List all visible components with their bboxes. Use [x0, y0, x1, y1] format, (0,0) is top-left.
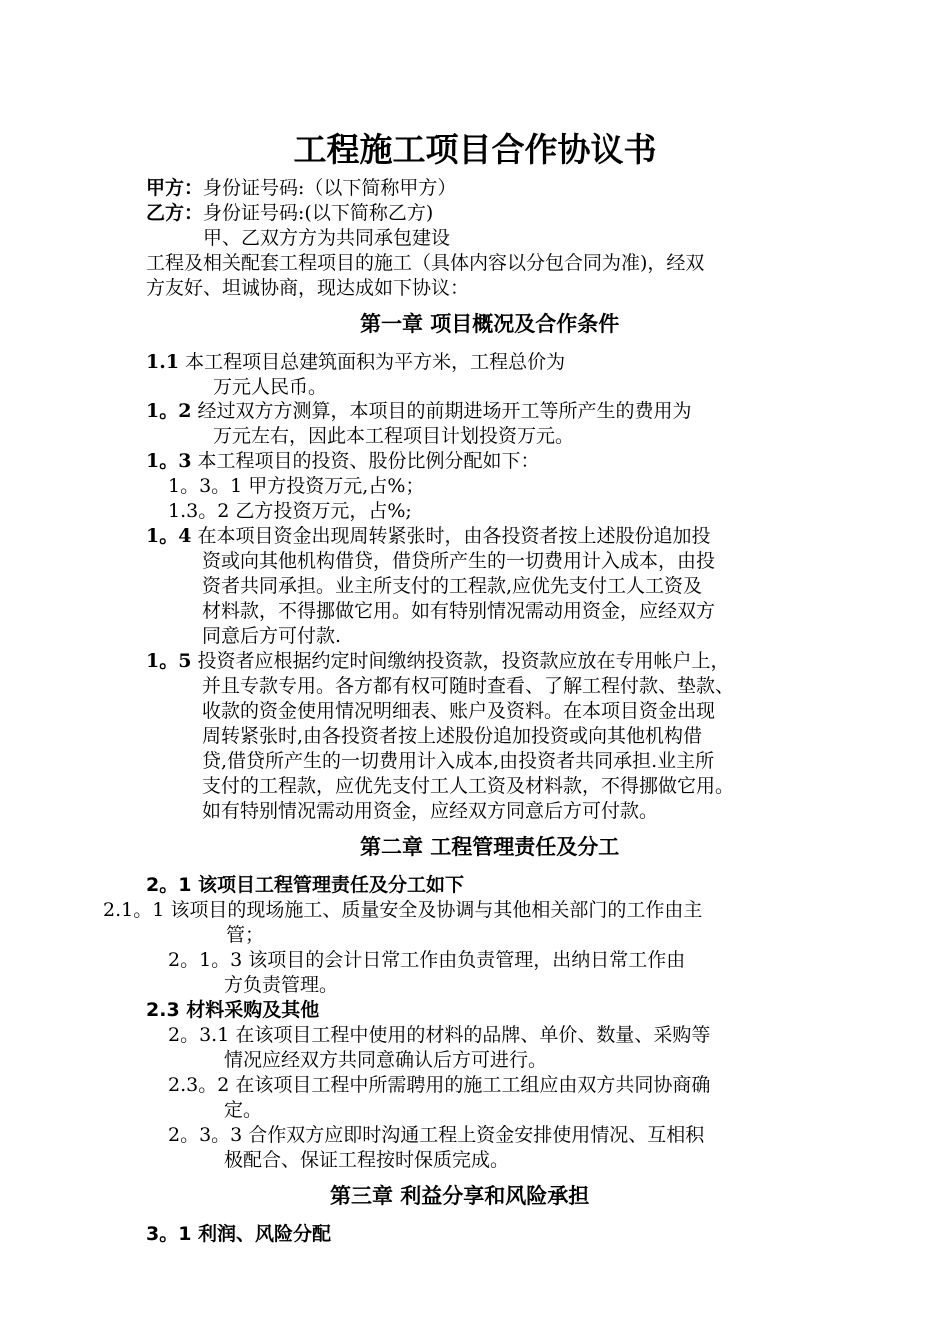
clause-text: 同意后方可付款. [202, 625, 342, 647]
clause-text: 本工程项目总建筑面积为平方米，工程总价为 [185, 351, 566, 373]
clause-1-2 [146, 399, 692, 423]
clause-2-1-3: 2。1。3 该项目的会计日常工作由负责管理，出纳日常工作由 [168, 949, 686, 971]
clause-text: 贷,借贷所产生的一切费用计入成本,由投资者共同承担.业主所 [202, 750, 715, 772]
clause-2-3-3: 2。3。3 合作双方应即时沟通工程上资金安排使用情况、互相积 [168, 1124, 705, 1146]
clause-number: 1。2 [146, 400, 192, 422]
party-b-text: 身份证号码:(以下简称乙方) [203, 202, 434, 224]
clause-text: 万元人民币。 [213, 376, 328, 398]
clause-1-5 [146, 649, 730, 673]
party-b-line [146, 201, 433, 225]
clause-text: 管； [226, 924, 265, 946]
clause-text: 万元左右，因此本工程项目计划投资万元。 [213, 425, 575, 447]
party-a-text: 身份证号码:（以下简称甲方） [203, 177, 457, 199]
clause-number: 1。4 [146, 525, 192, 547]
clause-number: 1。3 [146, 450, 192, 472]
clause-1-3 [146, 449, 540, 473]
clause-text: 并且专款专用。各方都有权可随时查看、了解工程付款、垫款、 [202, 675, 735, 697]
clause-2-3-2: 2.3。2 在该项目工程中所需聘用的施工工组应由双方共同协商确 [168, 1074, 711, 1096]
clause-text: 资或向其他机构借贷，借贷所产生的一切费用计入成本，由投 [202, 550, 716, 572]
party-a-line [146, 176, 456, 200]
clause-text: 投资者应根据约定时间缴纳投资款，投资款应放在专用帐户上， [197, 650, 730, 672]
chapter-3-title: 第三章 利益分享和风险承担 [330, 1184, 590, 1208]
clause-text: 如有特别情况需动用资金，应经双方同意后方可付款。 [202, 800, 659, 822]
section-2-1: 2。1 该项目工程管理责任及分工如下 [146, 874, 465, 896]
clause-number: 1.1 [146, 351, 180, 373]
document-title: 工程施工项目合作协议书 [293, 130, 657, 169]
chapter-1-title: 第一章 项目概况及合作条件 [360, 312, 620, 336]
clause-1-3-2: 1.3。2 乙方投资万元，占%; [168, 500, 412, 522]
section-3-1: 3。1 利润、风险分配 [146, 1223, 332, 1245]
intro-line: 方友好、坦诚协商，现达成如下协议： [146, 277, 470, 299]
intro-line: 甲、乙双方方为共同承包建设 [203, 227, 451, 249]
clause-text: 方负责管理。 [224, 974, 339, 996]
clause-text: 定。 [224, 1099, 263, 1121]
clause-text: 经过双方方测算，本项目的前期进场开工等所产生的费用为 [197, 400, 692, 422]
intro-line: 工程及相关配套工程项目的施工（具体内容以分包合同为准)，经双 [146, 252, 705, 274]
clause-text: 材料款，不得挪做它用。如有特别情况需动用资金，应经双方 [202, 600, 716, 622]
chapter-2-title: 第二章 工程管理责任及分工 [360, 835, 620, 859]
clause-1-1 [146, 350, 565, 374]
clause-text: 本工程项目的投资、股份比例分配如下： [197, 450, 540, 472]
clause-2-1-1: 2.1。1 该项目的现场施工、质量安全及协调与其他相关部门的工作由主 [103, 899, 703, 921]
party-b-label: 乙方： [146, 202, 204, 224]
clause-text: 极配合、保证工程按时保质完成。 [224, 1149, 510, 1171]
clause-number: 1。5 [146, 650, 192, 672]
party-a-label: 甲方： [146, 177, 204, 199]
clause-text: 在本项目资金出现周转紧张时，由各投资者按上述股份追加投 [197, 525, 711, 547]
clause-text: 资者共同承担。业主所支付的工程款,应优先支付工人工资及 [202, 575, 703, 597]
clause-text: 收款的资金使用情况明细表、账户及资料。在本项目资金出现 [202, 700, 716, 722]
clause-2-3-1: 2。3.1 在该项目工程中使用的材料的品牌、单价、数量、采购等 [168, 1024, 711, 1046]
clause-text: 支付的工程款，应优先支付工人工资及材料款，不得挪做它用。 [202, 775, 735, 797]
clause-1-3-1: 1。3。1 甲方投资万元,占%； [168, 475, 425, 497]
section-2-3: 2.3 材料采购及其他 [146, 999, 320, 1021]
clause-text: 周转紧张时,由各投资者按上述股份追加投资或向其他机构借 [202, 725, 703, 747]
clause-1-4 [146, 524, 711, 548]
clause-text: 情况应经双方共同意确认后方可进行。 [224, 1049, 548, 1071]
